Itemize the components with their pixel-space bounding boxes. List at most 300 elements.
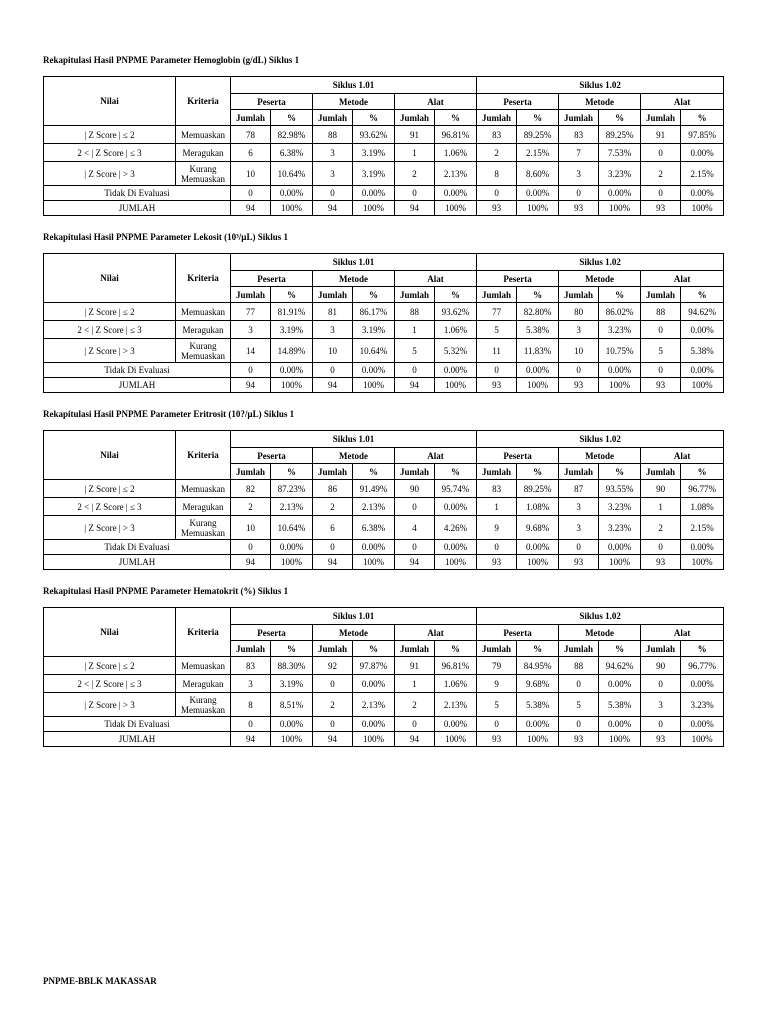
value-cell: 10 xyxy=(313,339,353,363)
value-cell: 2 xyxy=(395,162,435,186)
value-cell: 0 xyxy=(477,186,517,201)
value-cell: 0 xyxy=(641,186,681,201)
value-cell: 83 xyxy=(559,126,599,144)
value-cell: 0.00% xyxy=(681,675,724,693)
value-cell: 0.00% xyxy=(353,540,395,555)
value-cell: 0 xyxy=(641,144,681,162)
value-cell: 10.75% xyxy=(599,339,641,363)
header-siklus-2: Siklus 1.02 xyxy=(477,608,724,625)
header-metode: Metode xyxy=(559,94,641,110)
value-cell: 2.15% xyxy=(681,516,724,540)
value-cell: 11.83% xyxy=(517,339,559,363)
value-cell: 0.00% xyxy=(517,186,559,201)
value-cell: 3 xyxy=(313,144,353,162)
value-cell: 93.55% xyxy=(599,480,641,498)
header-percent: % xyxy=(599,287,641,303)
nilai-cell: Tidak Di Evaluasi xyxy=(44,717,231,732)
value-cell: 86.17% xyxy=(353,303,395,321)
table-row xyxy=(44,363,724,378)
value-cell: 10 xyxy=(559,339,599,363)
value-cell: 9.68% xyxy=(517,516,559,540)
value-cell: 0 xyxy=(559,717,599,732)
kriteria-cell: Meragukan xyxy=(176,144,231,162)
value-cell: 100% xyxy=(599,378,641,393)
value-cell: 0.00% xyxy=(271,363,313,378)
value-cell: 0 xyxy=(313,675,353,693)
value-cell: 94 xyxy=(395,378,435,393)
value-cell: 96.77% xyxy=(681,657,724,675)
nilai-cell: | Z Score | > 3 xyxy=(44,516,176,540)
value-cell: 82.80% xyxy=(517,303,559,321)
value-cell: 89.25% xyxy=(599,126,641,144)
header-jumlah: Jumlah xyxy=(477,110,517,126)
header-metode: Metode xyxy=(313,625,395,641)
value-cell: 0.00% xyxy=(681,186,724,201)
header-jumlah: Jumlah xyxy=(313,464,353,480)
value-cell: 89.25% xyxy=(517,126,559,144)
value-cell: 10.64% xyxy=(271,516,313,540)
value-cell: 86 xyxy=(313,480,353,498)
value-cell: 81.91% xyxy=(271,303,313,321)
value-cell: 96.81% xyxy=(435,126,477,144)
value-cell: 0.00% xyxy=(271,540,313,555)
header-peserta: Peserta xyxy=(477,625,559,641)
nilai-cell: JUMLAH xyxy=(44,201,231,216)
header-percent: % xyxy=(353,464,395,480)
value-cell: 90 xyxy=(641,657,681,675)
value-cell: 84.95% xyxy=(517,657,559,675)
value-cell: 0 xyxy=(559,540,599,555)
value-cell: 5.38% xyxy=(681,339,724,363)
rekap-table xyxy=(43,253,724,393)
value-cell: 93 xyxy=(477,555,517,570)
value-cell: 10.64% xyxy=(353,339,395,363)
value-cell: 0.00% xyxy=(599,186,641,201)
table-row xyxy=(44,321,724,339)
value-cell: 9 xyxy=(477,516,517,540)
value-cell: 100% xyxy=(517,555,559,570)
value-cell: 94 xyxy=(231,555,271,570)
value-cell: 93 xyxy=(641,378,681,393)
table-row xyxy=(44,186,724,201)
value-cell: 8 xyxy=(477,162,517,186)
value-cell: 100% xyxy=(435,378,477,393)
value-cell: 3 xyxy=(313,162,353,186)
value-cell: 2 xyxy=(641,516,681,540)
value-cell: 94 xyxy=(395,555,435,570)
value-cell: 0 xyxy=(313,186,353,201)
value-cell: 100% xyxy=(271,555,313,570)
kriteria-cell: Kurang Memuaskan xyxy=(176,693,231,717)
value-cell: 0.00% xyxy=(517,717,559,732)
value-cell: 0 xyxy=(231,540,271,555)
value-cell: 100% xyxy=(271,378,313,393)
section-title: Rekapitulasi Hasil PNPME Parameter Hematokrit (%) Siklus 1 xyxy=(43,586,289,596)
value-cell: 3 xyxy=(559,162,599,186)
value-cell: 93 xyxy=(641,201,681,216)
value-cell: 100% xyxy=(435,732,477,747)
value-cell: 80 xyxy=(559,303,599,321)
table-row xyxy=(44,144,724,162)
header-peserta: Peserta xyxy=(477,271,559,287)
value-cell: 6 xyxy=(313,516,353,540)
nilai-cell: JUMLAH xyxy=(44,555,231,570)
value-cell: 1 xyxy=(477,498,517,516)
value-cell: 0.00% xyxy=(353,717,395,732)
value-cell: 89.25% xyxy=(517,480,559,498)
value-cell: 1 xyxy=(395,675,435,693)
table-section-hematokrit xyxy=(43,585,723,744)
header-siklus-2: Siklus 1.02 xyxy=(477,431,724,448)
header-jumlah: Jumlah xyxy=(313,287,353,303)
page-footer: PNPME-BBLK MAKASSAR xyxy=(43,976,157,986)
kriteria-cell: Kurang Memuaskan xyxy=(176,162,231,186)
value-cell: 0.00% xyxy=(271,186,313,201)
nilai-cell: | Z Score | ≤ 2 xyxy=(44,303,176,321)
header-peserta: Peserta xyxy=(231,448,313,464)
header-jumlah: Jumlah xyxy=(477,641,517,657)
value-cell: 3 xyxy=(559,516,599,540)
header-jumlah: Jumlah xyxy=(641,641,681,657)
value-cell: 93.62% xyxy=(353,126,395,144)
nilai-cell: 2 < | Z Score | ≤ 3 xyxy=(44,498,176,516)
value-cell: 5 xyxy=(477,321,517,339)
header-percent: % xyxy=(681,287,724,303)
value-cell: 100% xyxy=(517,732,559,747)
value-cell: 100% xyxy=(435,555,477,570)
table-row xyxy=(44,516,724,540)
value-cell: 96.81% xyxy=(435,657,477,675)
value-cell: 91 xyxy=(395,657,435,675)
value-cell: 100% xyxy=(353,378,395,393)
header-jumlah: Jumlah xyxy=(231,287,271,303)
value-cell: 0.00% xyxy=(517,363,559,378)
value-cell: 87 xyxy=(559,480,599,498)
value-cell: 0 xyxy=(477,363,517,378)
value-cell: 0 xyxy=(313,717,353,732)
value-cell: 3.19% xyxy=(353,144,395,162)
value-cell: 3.23% xyxy=(599,498,641,516)
header-siklus-2: Siklus 1.02 xyxy=(477,254,724,271)
value-cell: 0 xyxy=(395,186,435,201)
table-section-lekosit xyxy=(43,231,723,390)
kriteria-cell: Memuaskan xyxy=(176,657,231,675)
value-cell: 0.00% xyxy=(271,717,313,732)
header-jumlah: Jumlah xyxy=(231,464,271,480)
value-cell: 0.00% xyxy=(435,717,477,732)
kriteria-cell: Meragukan xyxy=(176,321,231,339)
value-cell: 97.85% xyxy=(681,126,724,144)
value-cell: 87.23% xyxy=(271,480,313,498)
value-cell: 1.08% xyxy=(681,498,724,516)
header-percent: % xyxy=(435,287,477,303)
rekap-table xyxy=(43,76,724,216)
value-cell: 9 xyxy=(477,675,517,693)
value-cell: 100% xyxy=(353,555,395,570)
header-percent: % xyxy=(271,464,313,480)
value-cell: 88.30% xyxy=(271,657,313,675)
value-cell: 0.00% xyxy=(353,675,395,693)
value-cell: 83 xyxy=(477,126,517,144)
header-metode: Metode xyxy=(559,271,641,287)
value-cell: 0 xyxy=(395,717,435,732)
value-cell: 88 xyxy=(313,126,353,144)
value-cell: 4.26% xyxy=(435,516,477,540)
value-cell: 81 xyxy=(313,303,353,321)
header-percent: % xyxy=(353,110,395,126)
value-cell: 6.38% xyxy=(353,516,395,540)
value-cell: 0.00% xyxy=(435,363,477,378)
header-jumlah: Jumlah xyxy=(559,287,599,303)
value-cell: 3.19% xyxy=(353,162,395,186)
header-jumlah: Jumlah xyxy=(231,641,271,657)
value-cell: 100% xyxy=(435,201,477,216)
value-cell: 91.49% xyxy=(353,480,395,498)
table-row xyxy=(44,480,724,498)
header-alat: Alat xyxy=(395,271,477,287)
table-row xyxy=(44,555,724,570)
header-alat: Alat xyxy=(395,625,477,641)
value-cell: 93 xyxy=(477,201,517,216)
value-cell: 93 xyxy=(641,555,681,570)
kriteria-cell: Memuaskan xyxy=(176,303,231,321)
value-cell: 3 xyxy=(559,321,599,339)
value-cell: 0 xyxy=(641,717,681,732)
header-jumlah: Jumlah xyxy=(313,641,353,657)
value-cell: 83 xyxy=(231,657,271,675)
value-cell: 100% xyxy=(353,732,395,747)
value-cell: 0 xyxy=(641,540,681,555)
value-cell: 94 xyxy=(313,555,353,570)
value-cell: 93 xyxy=(641,732,681,747)
header-metode: Metode xyxy=(559,448,641,464)
value-cell: 3.19% xyxy=(271,675,313,693)
value-cell: 0.00% xyxy=(353,363,395,378)
header-jumlah: Jumlah xyxy=(395,464,435,480)
value-cell: 0 xyxy=(231,186,271,201)
header-jumlah: Jumlah xyxy=(559,464,599,480)
header-jumlah: Jumlah xyxy=(395,287,435,303)
value-cell: 100% xyxy=(271,732,313,747)
value-cell: 14 xyxy=(231,339,271,363)
value-cell: 97.87% xyxy=(353,657,395,675)
value-cell: 3 xyxy=(559,498,599,516)
kriteria-cell: Meragukan xyxy=(176,498,231,516)
value-cell: 94 xyxy=(231,378,271,393)
table-row xyxy=(44,732,724,747)
value-cell: 93 xyxy=(559,378,599,393)
kriteria-cell: Kurang Memuaskan xyxy=(176,516,231,540)
value-cell: 93 xyxy=(559,201,599,216)
header-metode: Metode xyxy=(313,271,395,287)
value-cell: 100% xyxy=(271,201,313,216)
value-cell: 2.13% xyxy=(271,498,313,516)
nilai-cell: 2 < | Z Score | ≤ 3 xyxy=(44,144,176,162)
header-peserta: Peserta xyxy=(231,94,313,110)
value-cell: 5.38% xyxy=(599,693,641,717)
header-peserta: Peserta xyxy=(231,271,313,287)
value-cell: 5 xyxy=(641,339,681,363)
value-cell: 79 xyxy=(477,657,517,675)
value-cell: 95.74% xyxy=(435,480,477,498)
header-siklus-1: Siklus 1.01 xyxy=(231,254,477,271)
header-percent: % xyxy=(517,641,559,657)
value-cell: 94 xyxy=(313,732,353,747)
value-cell: 8.60% xyxy=(517,162,559,186)
header-alat: Alat xyxy=(641,625,724,641)
header-percent: % xyxy=(271,641,313,657)
nilai-cell: 2 < | Z Score | ≤ 3 xyxy=(44,321,176,339)
table-row xyxy=(44,675,724,693)
value-cell: 5 xyxy=(477,693,517,717)
value-cell: 3 xyxy=(231,675,271,693)
header-kriteria: Kriteria xyxy=(176,608,231,657)
header-percent: % xyxy=(599,464,641,480)
nilai-cell: 2 < | Z Score | ≤ 3 xyxy=(44,675,176,693)
value-cell: 93 xyxy=(559,555,599,570)
value-cell: 5.38% xyxy=(517,693,559,717)
value-cell: 3.23% xyxy=(599,516,641,540)
header-nilai: Nilai xyxy=(44,431,176,480)
table-row xyxy=(44,717,724,732)
value-cell: 3 xyxy=(641,693,681,717)
value-cell: 2.13% xyxy=(435,693,477,717)
value-cell: 3 xyxy=(231,321,271,339)
value-cell: 7.53% xyxy=(599,144,641,162)
header-peserta: Peserta xyxy=(477,94,559,110)
nilai-cell: | Z Score | ≤ 2 xyxy=(44,657,176,675)
value-cell: 88 xyxy=(559,657,599,675)
value-cell: 10 xyxy=(231,516,271,540)
value-cell: 0 xyxy=(641,363,681,378)
value-cell: 0.00% xyxy=(681,717,724,732)
header-percent: % xyxy=(271,110,313,126)
header-peserta: Peserta xyxy=(477,448,559,464)
kriteria-cell: Memuaskan xyxy=(176,480,231,498)
value-cell: 9.68% xyxy=(517,675,559,693)
value-cell: 0 xyxy=(477,717,517,732)
value-cell: 3.19% xyxy=(353,321,395,339)
value-cell: 0 xyxy=(231,717,271,732)
value-cell: 0.00% xyxy=(599,363,641,378)
header-jumlah: Jumlah xyxy=(395,641,435,657)
value-cell: 77 xyxy=(477,303,517,321)
value-cell: 0.00% xyxy=(353,186,395,201)
value-cell: 100% xyxy=(681,378,724,393)
value-cell: 0.00% xyxy=(435,186,477,201)
value-cell: 2 xyxy=(477,144,517,162)
value-cell: 3 xyxy=(313,321,353,339)
header-siklus-1: Siklus 1.01 xyxy=(231,77,477,94)
value-cell: 100% xyxy=(599,201,641,216)
nilai-cell: | Z Score | > 3 xyxy=(44,339,176,363)
header-jumlah: Jumlah xyxy=(395,110,435,126)
nilai-cell: Tidak Di Evaluasi xyxy=(44,540,231,555)
nilai-cell: JUMLAH xyxy=(44,378,231,393)
section-title: Rekapitulasi Hasil PNPME Parameter Eritrosit (10?/µL) Siklus 1 xyxy=(43,409,295,419)
value-cell: 0 xyxy=(313,363,353,378)
value-cell: 2.13% xyxy=(353,498,395,516)
value-cell: 11 xyxy=(477,339,517,363)
table-row xyxy=(44,162,724,186)
header-alat: Alat xyxy=(395,94,477,110)
value-cell: 92 xyxy=(313,657,353,675)
nilai-cell: Tidak Di Evaluasi xyxy=(44,363,231,378)
value-cell: 5 xyxy=(559,693,599,717)
value-cell: 94.62% xyxy=(681,303,724,321)
header-percent: % xyxy=(681,641,724,657)
value-cell: 100% xyxy=(599,732,641,747)
header-siklus-1: Siklus 1.01 xyxy=(231,608,477,625)
header-percent: % xyxy=(517,287,559,303)
value-cell: 100% xyxy=(681,732,724,747)
header-alat: Alat xyxy=(641,94,724,110)
value-cell: 1.08% xyxy=(517,498,559,516)
header-jumlah: Jumlah xyxy=(559,641,599,657)
value-cell: 0 xyxy=(559,186,599,201)
value-cell: 0.00% xyxy=(681,144,724,162)
value-cell: 6.38% xyxy=(271,144,313,162)
header-jumlah: Jumlah xyxy=(641,110,681,126)
value-cell: 1.06% xyxy=(435,321,477,339)
value-cell: 94 xyxy=(395,732,435,747)
value-cell: 5.32% xyxy=(435,339,477,363)
value-cell: 100% xyxy=(599,555,641,570)
value-cell: 91 xyxy=(395,126,435,144)
value-cell: 2.13% xyxy=(353,693,395,717)
value-cell: 1 xyxy=(395,144,435,162)
value-cell: 94 xyxy=(395,201,435,216)
header-metode: Metode xyxy=(313,94,395,110)
value-cell: 82.98% xyxy=(271,126,313,144)
value-cell: 0.00% xyxy=(599,675,641,693)
nilai-cell: | Z Score | > 3 xyxy=(44,162,176,186)
value-cell: 0 xyxy=(559,675,599,693)
value-cell: 2 xyxy=(641,162,681,186)
value-cell: 100% xyxy=(517,201,559,216)
header-percent: % xyxy=(353,641,395,657)
value-cell: 1 xyxy=(641,498,681,516)
header-alat: Alat xyxy=(641,271,724,287)
value-cell: 100% xyxy=(353,201,395,216)
nilai-cell: Tidak Di Evaluasi xyxy=(44,186,231,201)
header-kriteria: Kriteria xyxy=(176,254,231,303)
header-jumlah: Jumlah xyxy=(559,110,599,126)
value-cell: 88 xyxy=(395,303,435,321)
nilai-cell: | Z Score | ≤ 2 xyxy=(44,480,176,498)
value-cell: 0 xyxy=(641,321,681,339)
header-alat: Alat xyxy=(641,448,724,464)
value-cell: 93 xyxy=(477,378,517,393)
value-cell: 7 xyxy=(559,144,599,162)
value-cell: 93 xyxy=(559,732,599,747)
table-row xyxy=(44,201,724,216)
header-percent: % xyxy=(599,641,641,657)
value-cell: 94 xyxy=(313,378,353,393)
value-cell: 3.23% xyxy=(681,693,724,717)
header-kriteria: Kriteria xyxy=(176,431,231,480)
header-peserta: Peserta xyxy=(231,625,313,641)
value-cell: 0 xyxy=(477,540,517,555)
table-row xyxy=(44,303,724,321)
value-cell: 94 xyxy=(231,201,271,216)
value-cell: 0 xyxy=(313,540,353,555)
table-row xyxy=(44,378,724,393)
kriteria-cell: Meragukan xyxy=(176,675,231,693)
value-cell: 0 xyxy=(559,363,599,378)
header-percent: % xyxy=(271,287,313,303)
rekap-table xyxy=(43,607,724,747)
